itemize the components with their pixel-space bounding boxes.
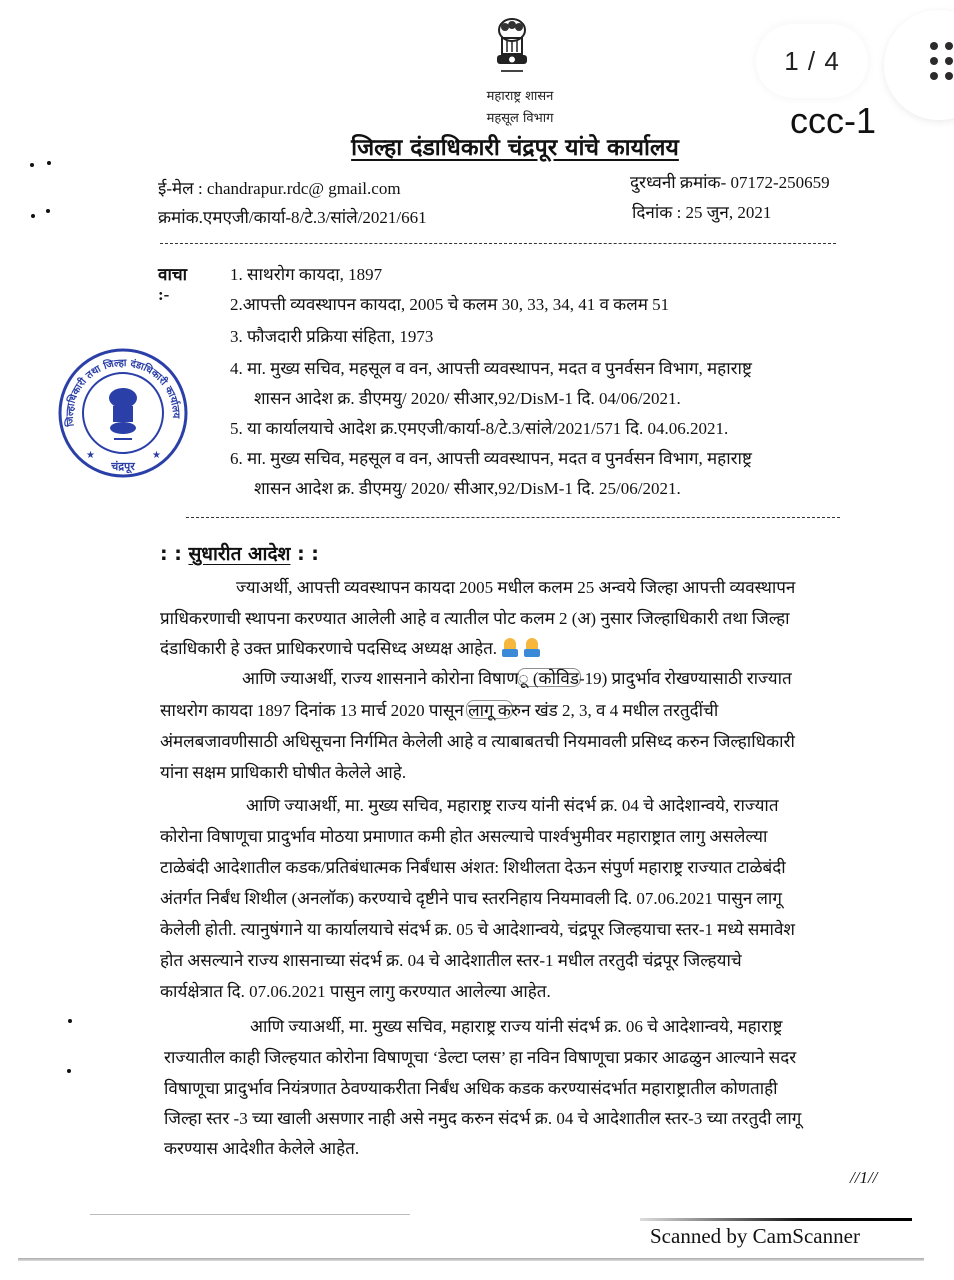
reference-item: शासन आदेश क्र. डीएमयु/ 2020/ सीआर,92/DisM-1 दि. 04/06/2021.: [254, 389, 681, 408]
paragraph-line: [160, 698, 718, 721]
paragraph-line: केलेली होती. त्यानुषंगाने या कार्यालयाचे संदर्भ क्र. 05 चे आदेशान्वये, चंद्रपूर जिल्हयाचा स्तर-1 मध्ये समावेश: [160, 920, 795, 939]
grid-dots-icon: [930, 42, 954, 82]
reference-item: 3. फौजदारी प्रक्रिया संहिता, 1973: [230, 327, 434, 346]
office-title: जिल्हा दंडाधिकारी चंद्रपूर यांचे कार्यालय: [351, 135, 679, 161]
seal-ring-text: जिल्हाधिकारी तथा जिल्हा दंडाधिकारी कार्यालय: [64, 358, 182, 427]
scan-speck: [47, 161, 51, 165]
paragraph-line: कोरोना विषाणूचा प्रादुर्भाव मोठया प्रमाणात कमी होत असल्याचे पार्श्वभुमीवर महाराष्ट्रात लागु असलेल्या: [160, 827, 768, 846]
camscanner-watermark: Scanned by CamScanner: [650, 1224, 860, 1248]
folded-hands-emoji-icon: [523, 638, 541, 658]
email-line: ई-मेल : chandrapur.rdc@ gmail.com: [158, 179, 401, 198]
paragraph-text: आणि ज्याअर्थी, राज्य शासनाने कोरोना विषाण: [242, 669, 519, 688]
order-number: क्रमांक.एमएजी/कार्या-8/टे.3/सांले/2021/661: [158, 208, 427, 227]
ashoka-emblem-icon: [487, 16, 537, 80]
paragraph-line: यांना सक्षम प्राधिकारी घोषीत केलेले आहे.: [160, 763, 407, 782]
paragraph-line: [242, 666, 792, 689]
paragraph-text: -19) प्रादुर्भाव रोखण्यासाठी राज्यात: [578, 669, 792, 688]
seal-emblem-icon: [109, 388, 137, 440]
paragraph-line: होत असल्याने राज्य शासनाच्या संदर्भ क्र. 04 चे आदेशातील स्तर-1 मधील तरतुदी चंद्रपूर जिल्हयाचे: [160, 951, 742, 970]
reference-item: शासन आदेश क्र. डीएमयु/ 2020/ सीआर,92/DisM-1 दि. 25/06/2021.: [254, 479, 681, 498]
svg-text:★: ★: [152, 450, 161, 461]
references-label: वाचा :-: [158, 265, 188, 304]
paragraph-line: जिल्हा स्तर -3 च्या खाली असणार नाही असे नमुद करुन संदर्भ क्र. 04 चे आदेशातील स्तर-3 च्या तरतुदी लागू: [164, 1109, 802, 1128]
obscured-text: ू (कोविड: [519, 666, 579, 689]
svg-text:★: ★: [86, 450, 95, 461]
reference-item: 2.आपत्ती व्यवस्थापन कायदा, 2005 चे कलम 30, 33, 34, 41 व कलम 51: [230, 295, 670, 314]
page-edge: [18, 1258, 924, 1261]
government-line: महाराष्ट्र शासन: [486, 89, 554, 104]
phone-line: दुरध्वनी क्रमांक- 07172-250659: [630, 173, 830, 192]
scan-speck: [30, 163, 34, 167]
paragraph-line: टाळेबंदी आदेशातील कडक/प्रतिबंधात्मक निर्बंधास अंशत: शिथीलता देऊन संपुर्ण महाराष्ट्र राज्यात टाळेबंदी: [160, 858, 786, 877]
paragraph-text: रुन खंड 2, 3, व 4 मधील तरतुदींची: [510, 701, 719, 720]
separator-line: [160, 243, 836, 244]
department-line: महसूल विभाग: [486, 111, 554, 126]
heading-prefix: : :: [160, 543, 189, 565]
reference-item: 5. या कार्यालयाचे आदेश क्र.एमएजी/कार्या-8/टे.3/सांले/2021/571 दि. 04.06.2021.: [230, 419, 729, 438]
order-heading: [160, 540, 319, 566]
footer-rule: [640, 1218, 912, 1221]
scan-speck: [68, 1019, 72, 1023]
paragraph-line: अंमलबजावणीसाठी अधिसूचना निर्गमित केलेली आहे व त्याबाबतची नियमावली प्रसिध्द करुन जिल्हाधिकारी: [160, 732, 795, 751]
heading-suffix: : :: [290, 543, 319, 565]
paragraph-line: अंतर्गत निर्बंध शिथील (अनलॉक) करण्याचे दृष्टीने पाच स्तरनिहाय नियमावली दि. 07.06.2021 पासुन लागू: [160, 889, 782, 908]
page-counter: [756, 24, 868, 98]
reference-item: 6. मा. मुख्य सचिव, महसूल व वन, आपत्ती व्यवस्थापन, मदत व पुनर्वसन विभाग, महाराष्ट्र: [230, 449, 752, 468]
paragraph-line: राज्यातील काही जिल्हयात कोरोना विषाणूचा ‘डेल्टा प्लस’ हा नविन विषाणूचा प्रकार आढळुन आल्याने सदर: [164, 1048, 797, 1067]
paragraph-line: विषाणूचा प्रादुर्भाव नियंत्रणात ठेवण्याकरीता निर्बंध अधिक कडक करण्यासंदर्भात महाराष्ट्रातील कोणताही: [164, 1079, 778, 1098]
paragraph-text: दंडाधिकारी हे उक्त प्राधिकरणाचे पदसिध्द अध्यक्ष आहेत.: [160, 639, 498, 658]
paragraph-line: कार्यक्षेत्रात दि. 07.06.2021 पासुन लागु करण्यात आलेल्या आहेत.: [160, 982, 551, 1001]
scan-speck: [67, 1069, 71, 1073]
page-mark: //1//: [850, 1168, 878, 1187]
paragraph-line: प्राधिकरणाची स्थापना करण्यात आलेली आहे व त्यातील पोट कलम 2 (अ) नुसार जिल्हाधिकारी तथा जिल्हा: [160, 609, 790, 628]
scan-artifact-line: [90, 1214, 410, 1215]
paragraph-line: [160, 636, 541, 659]
scan-speck: [46, 209, 50, 213]
reference-item: 4. मा. मुख्य सचिव, महसूल व वन, आपत्ती व्यवस्थापन, मदत व पुनर्वसन विभाग, महाराष्ट्र: [230, 359, 752, 378]
paragraph-line: करण्यास आदेशीत केलेले आहेत.: [164, 1139, 360, 1158]
office-seal: [56, 346, 190, 480]
separator-line: [186, 517, 840, 518]
obscured-text: लागू क: [468, 698, 511, 721]
page-counter-text: 1 / 4: [784, 45, 840, 76]
document-label: ccc-1: [790, 100, 877, 141]
paragraph-line: ज्याअर्थी, आपत्ती व्यवस्थापन कायदा 2005 मधील कलम 25 अन्वये जिल्हा आपत्ती व्यवस्थापन: [236, 578, 796, 597]
paragraph-line: आणि ज्याअर्थी, मा. मुख्य सचिव, महाराष्ट्र राज्य यांनी संदर्भ क्र. 04 चे आदेशान्वये, राज्यात: [246, 796, 779, 815]
grid-menu-button[interactable]: [884, 10, 954, 120]
paragraph-text: साथरोग कायदा 1897 दिनांक 13 मार्च 2020 पासून: [160, 701, 469, 720]
seal-bottom-text: चंद्रपूर: [111, 460, 135, 473]
scan-speck: [31, 214, 35, 218]
folded-hands-emoji-icon: [501, 638, 519, 658]
reference-item: 1. साथरोग कायदा, 1897: [230, 265, 383, 284]
heading-text: सुधारीत आदेश: [188, 543, 291, 565]
order-date: दिनांक : 25 जुन, 2021: [632, 203, 772, 222]
paragraph-line: आणि ज्याअर्थी, मा. मुख्य सचिव, महाराष्ट्र राज्य यांनी संदर्भ क्र. 06 चे आदेशान्वये, महाराष्ट्र: [250, 1017, 783, 1036]
